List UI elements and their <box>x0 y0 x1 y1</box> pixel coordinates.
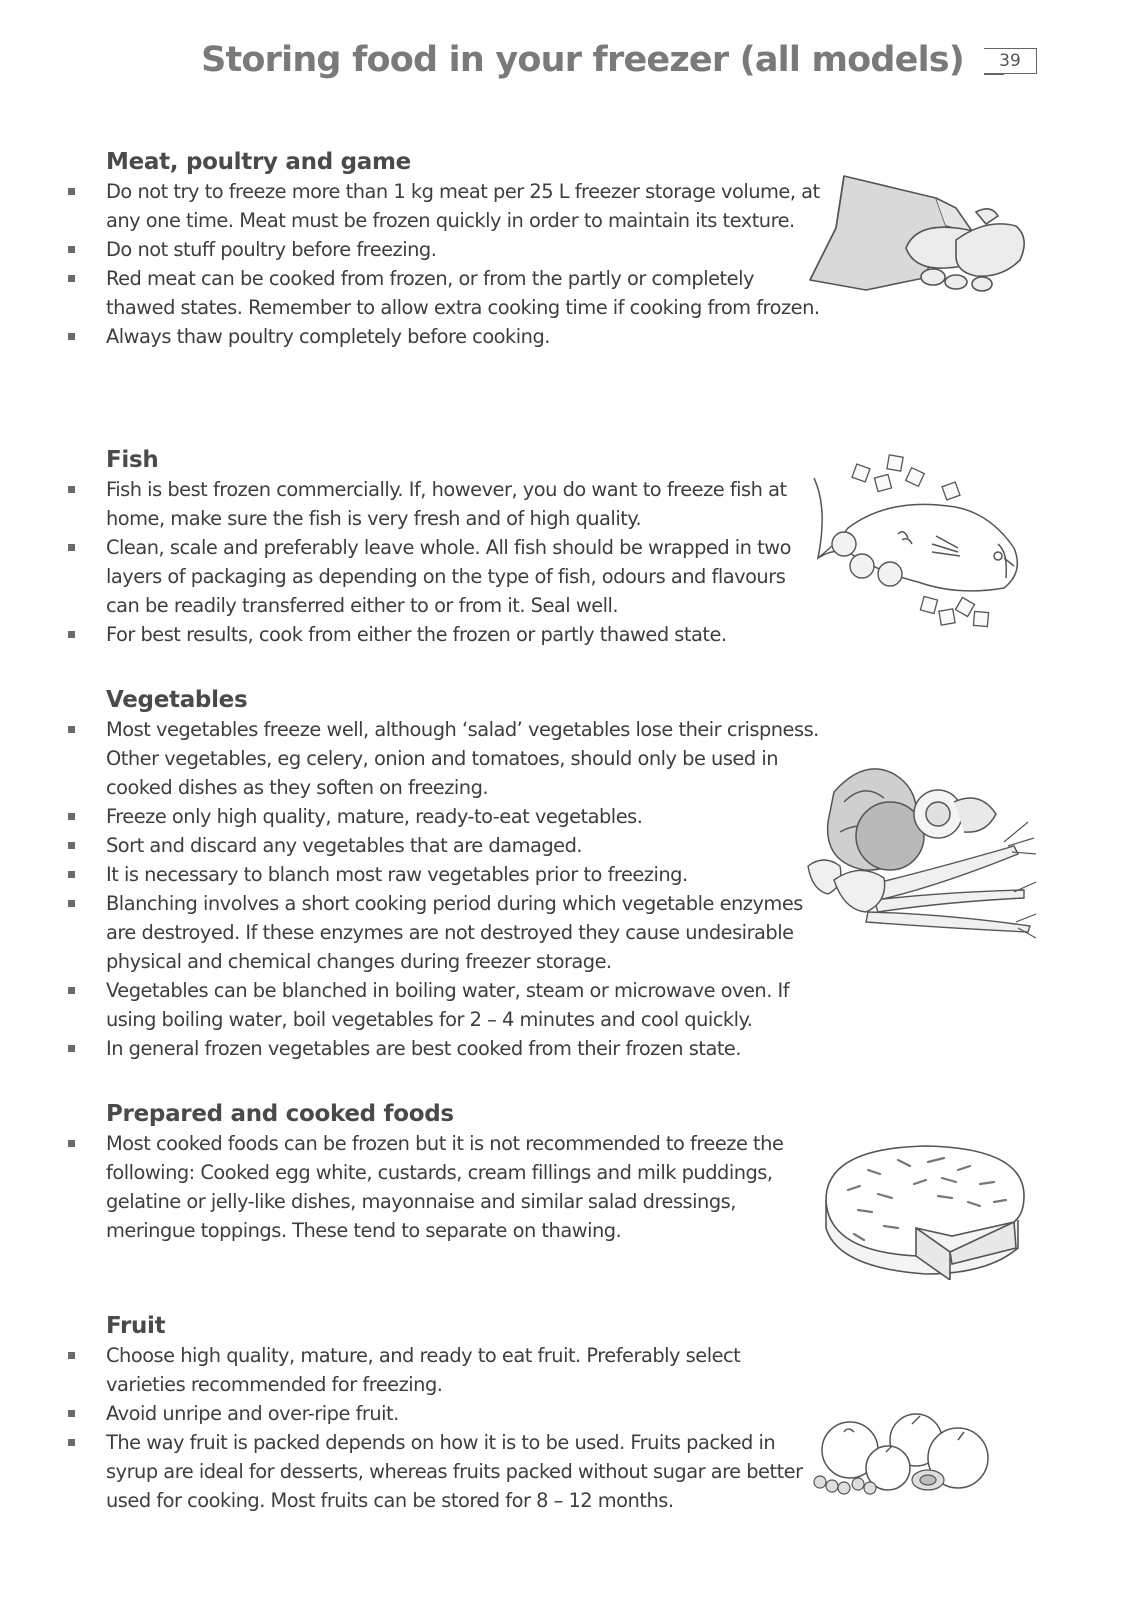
list-item: Choose high quality, mature, and ready to eat fruit. Preferably select varieties recommended for freezing. <box>0 1341 820 1399</box>
bullet-icon <box>68 486 75 493</box>
pie-illustration <box>818 1140 1034 1280</box>
section-heading: Fruit <box>106 1313 166 1339</box>
bullet-icon <box>68 246 75 253</box>
section-vegetables <box>0 686 820 1063</box>
list-item: The way fruit is packed depends on how it is to be used. Fruits packed in syrup are ideal for desserts, whereas fruits packed without sugar are better used for cooking. Most fruits can be stored for 8 – 12 months. <box>0 1428 820 1515</box>
page-number: 39 <box>984 48 1037 74</box>
bullet-icon <box>68 1439 75 1446</box>
bullet-icon <box>68 813 75 820</box>
list-item: Vegetables can be blanched in boiling water, steam or microwave oven. If using boiling water, boil vegetables for 2 – 4 minutes and cool quickly. <box>0 976 820 1034</box>
list-item: Most vegetables freeze well, although ‘salad’ vegetables lose their crispness. Other vegetables, eg celery, onion and tomatoes, should only be used in cooked dishes as they soften on freezing. <box>0 715 820 802</box>
bullet-icon <box>68 726 75 733</box>
list-item: In general frozen vegetables are best cooked from their frozen state. <box>0 1034 820 1063</box>
list-item: Do not try to freeze more than 1 kg meat per 25 L freezer storage volume, at any one time. Meat must be frozen quickly in order to maintain its texture. <box>0 177 820 235</box>
bullet-icon <box>68 842 75 849</box>
section-heading: Fish <box>106 447 159 473</box>
meat-illustration <box>806 168 1032 296</box>
list-item: For best results, cook from either the frozen or partly thawed state. <box>0 620 820 649</box>
list-item: Most cooked foods can be frozen but it is not recommended to freeze the following: Cooked egg white, custards, cream fillings and milk puddings, gelatine or jelly-like dishes, mayonnaise and similar salad dressings, meringue toppings. These tend to separate on thawing. <box>0 1129 820 1245</box>
bullet-icon <box>68 1140 75 1147</box>
bullet-icon <box>68 275 75 282</box>
bullet-icon <box>68 987 75 994</box>
bullet-icon <box>68 544 75 551</box>
bullet-icon <box>68 1352 75 1359</box>
list-item: Freeze only high quality, mature, ready-to-eat vegetables. <box>0 802 820 831</box>
list-item: Clean, scale and preferably leave whole. All fish should be wrapped in two layers of packaging as depending on the type of fish, odours and flavours can be readily transferred either to or from it. Seal well. <box>0 533 820 620</box>
list-item: Avoid unripe and over-ripe fruit. <box>0 1399 820 1428</box>
bullet-icon <box>68 631 75 638</box>
bullet-icon <box>68 1045 75 1052</box>
list-item: Red meat can be cooked from frozen, or from the partly or completely thawed states. Remember to allow extra cooking time if cooking from frozen. <box>0 264 820 322</box>
section-heading: Prepared and cooked foods <box>106 1101 454 1127</box>
bullet-icon <box>68 900 75 907</box>
section-heading: Meat, poultry and game <box>106 149 411 175</box>
fish-illustration <box>808 448 1030 636</box>
section-meat <box>0 148 820 351</box>
page-title: Storing food in your freezer (all models) <box>201 40 964 80</box>
fruit-illustration <box>808 1410 994 1498</box>
bullet-icon <box>68 871 75 878</box>
list-item: Do not stuff poultry before freezing. <box>0 235 820 264</box>
bullet-icon <box>68 188 75 195</box>
list-item: It is necessary to blanch most raw vegetables prior to freezing. <box>0 860 820 889</box>
list-item: Sort and discard any vegetables that are damaged. <box>0 831 820 860</box>
section-heading: Vegetables <box>106 687 248 713</box>
bullet-icon <box>68 333 75 340</box>
list-item: Fish is best frozen commercially. If, however, you do want to freeze fish at home, make sure the fish is very fresh and of high quality. <box>0 475 820 533</box>
bullet-icon <box>68 1410 75 1417</box>
section-fruit <box>0 1312 820 1515</box>
section-prepared-foods <box>0 1100 820 1245</box>
vegetables-illustration <box>804 762 1036 940</box>
section-fish <box>0 446 820 649</box>
list-item: Always thaw poultry completely before cooking. <box>0 322 820 351</box>
list-item: Blanching involves a short cooking period during which vegetable enzymes are destroyed. If these enzymes are not destroyed they cause undesirable physical and chemical changes during freezer storage. <box>0 889 820 976</box>
